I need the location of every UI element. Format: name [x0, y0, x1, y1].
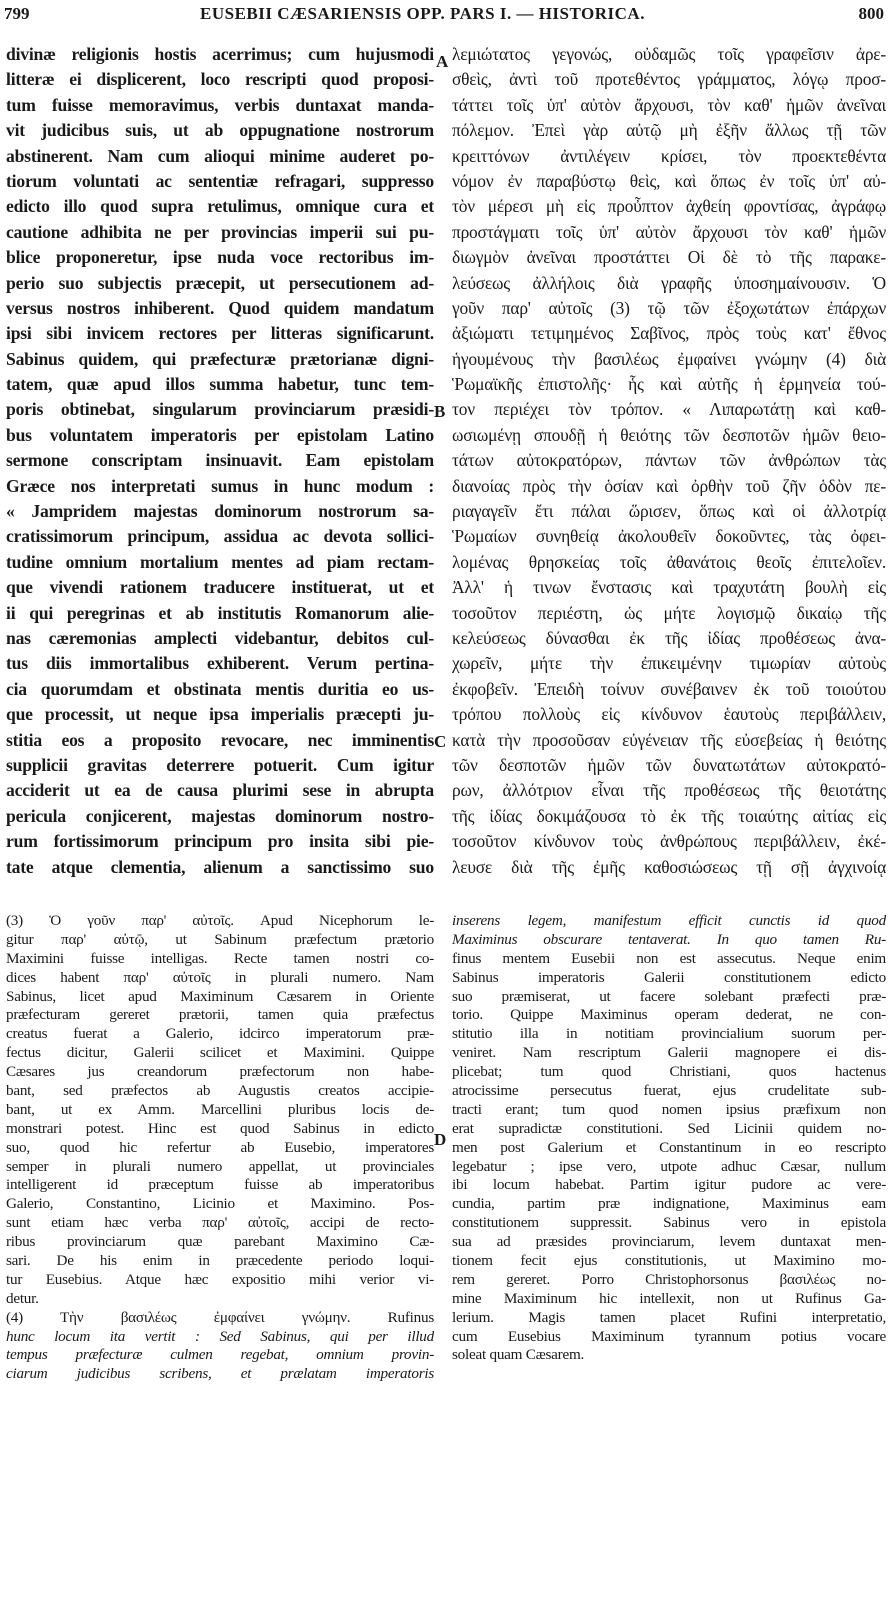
text-line: Sabinus quidem, qui præfecturæ prætorianæ digni-	[6, 348, 434, 369]
text-line: τὸν μέρεσι μὴ εἰς προὖπτον ἀχθείη φροντίσας, ἀγράφῳ	[452, 196, 886, 217]
text-line: ριαγαγεῖν ἔτι πάλαι ὥρισεν, ὅπως καὶ οἱ ἀλλοτρίᾳ	[452, 501, 886, 522]
text-line: creatus fuerat a Galerio, idcirco imperatorum præ-	[6, 1025, 434, 1043]
text-line: tempus præfecturæ culmen regebat, omnium provin-	[6, 1346, 434, 1364]
text-line: acciderit ut ea de causa plurimi sese in abrupta	[6, 780, 434, 801]
text-line: rum fortissimorum principum pro insita sibi pie-	[6, 831, 434, 852]
text-line: constitutionem suppressit. Sabinus vero in epistola	[452, 1214, 886, 1232]
text-line: tatem, quæ apud illos summa habetur, tunc tem-	[6, 374, 434, 395]
text-line: detur.	[6, 1289, 39, 1307]
text-line: legebatur ; ipse vero, utpote adhuc Cæsar, nullum	[452, 1157, 886, 1175]
text-line: erat supradictæ constitutioni. Sed Licinii quidem no-	[452, 1119, 886, 1137]
text-line: bus voluntatem imperatoris per epistolam Latino	[6, 424, 434, 445]
text-line: abstinerent. Nam cum alioqui minime auderet po-	[6, 145, 434, 166]
text-line: tudine omnium mortalium mentes ad piam rectam-	[6, 551, 434, 572]
text-line: que vivendi rationem traducere instituerat, ut et	[6, 577, 434, 598]
text-line: τῶν δεσποτῶν ἡμῶν τῶν δυνατωτάτων αὐτοκρατό-	[452, 754, 886, 775]
section-marker-b: B	[434, 402, 446, 421]
text-line: hunc locum ita vertit : Sed Sabinus, qui per illud	[6, 1327, 434, 1345]
footnotes-left-column	[6, 912, 434, 1472]
text-line: tus diis immortalibus exhiberent. Verum pertina-	[6, 653, 434, 674]
text-line: λομένας θρησκείας τοῖς ἀθανάτοις θεοῖς ἐπιτελοῖεν.	[452, 551, 886, 572]
text-line: cum Eusebius Maximinum tyrannum potius vocare	[452, 1327, 886, 1345]
text-line: rem gereret. Porro Christophorsonus βασιλέως no-	[452, 1270, 886, 1288]
text-line: suo, quod hic refertur ab Eusebio, imperatores	[6, 1138, 434, 1156]
text-line: sari. De his enim in præcedente periodo loqui-	[6, 1252, 434, 1270]
text-line: cia quorumdam et obstinata mentis duritia eo us-	[6, 678, 434, 699]
text-line: stitutio illa in notitiam provincialium suorum per-	[452, 1025, 886, 1043]
page-header	[0, 0, 896, 40]
footnotes-right-column	[452, 912, 886, 1472]
text-line: tum fuisse memoravimus, verbis duntaxat manda-	[6, 94, 434, 115]
section-marker-c: C	[434, 732, 447, 751]
text-line: soleat quam Cæsarem.	[452, 1346, 585, 1364]
latin-column	[6, 42, 434, 882]
text-line: Ἀλλ' ἡ τινων ἔνστασις καὶ τραχυτάτη βουλὴ εἰς	[452, 577, 886, 598]
text-line: divinæ religionis hostis acerrimus; cum hujusmodi	[6, 44, 434, 64]
text-line: διωγμὸν ἀνεῖναι προστάττει Οἱ δὲ τὸ τῆς παρακε-	[452, 247, 886, 268]
text-line: finus mentem Eusebii non est assecutus. Neque enim	[452, 949, 886, 967]
text-line: γοῦν παρ' αὐτοῖς (3) τῷ τῶν ἐξοχωτάτων ἐπάρχων	[452, 297, 886, 318]
text-line: Maximinus obscurare tentaverat. In quo tamen Ru-	[452, 930, 886, 948]
text-line: Ῥωμαίων συνηθείᾳ ἀκολουθεῖν δοκοῦντες, τὰς ὀφει-	[452, 526, 886, 547]
text-line: mine Maximinum hic intellexit, non ut Rufinus Ga-	[452, 1289, 886, 1307]
text-line: sua ad præsides provinciarum, levem duntaxat men-	[452, 1233, 886, 1251]
text-line: σθεὶς, ἀντὶ τοῦ προτεθέντος γράμματος, λόγῳ προσ-	[452, 69, 886, 90]
text-line: (4) Τὴν βασιλέως ἐμφαίνει γνώμην. Rufinus	[6, 1308, 434, 1326]
text-line: bant, sed præfectos ab Augustis creatos accipie-	[6, 1082, 434, 1100]
text-line: tiorum voluntati ac sententiæ refragari, suppresso	[6, 170, 434, 191]
text-line: blice proponeretur, ipse nuda voce rectoribus im-	[6, 247, 434, 268]
text-line: ipsi sibi invicem rectores per litteras significarunt.	[6, 323, 434, 344]
text-line: λευσε διὰ τῆς ἐμῆς καθοσιώσεως τῇ σῇ ἀγχινοίᾳ	[452, 856, 886, 877]
text-line: cautione adhibita ne per provincias imperii sui pu-	[6, 221, 434, 242]
text-line: λεμιώτατος γεγονώς, οὐδαμῶς τοῖς γραφεῖσιν ἀρε-	[452, 44, 886, 64]
text-line: προστάγματι τοῖς ὑπ' αὐτὸν ἄρχουσι τὸν καθ' ἡμῶν	[452, 221, 886, 242]
text-line: torio. Quippe Maximinus operam dederat, ne con-	[452, 1006, 886, 1024]
text-line: cratissimorum principum, assidua ac devota sollici-	[6, 526, 434, 547]
text-line: bant, ut ex Amm. Marcellini pluribus locis de-	[6, 1100, 434, 1118]
text-line: ciarum judicibus scribens, et prælatam imperatoris	[6, 1365, 434, 1383]
text-line: fectus dicitur, Galerii scilicet et Maximini. Quippe	[6, 1044, 434, 1062]
text-line: atrocissime persecutus fuerat, ejus crudelitate sub-	[452, 1082, 886, 1100]
text-line: litteræ ei displicerent, loco rescripti quod proposi-	[6, 69, 434, 90]
text-line: τον περιέχει τὸν τρόπον. « Λιπαρωτάτῃ καὶ καθ-	[452, 399, 886, 420]
text-line: Sabinus, licet apud Maximinum Cæsarem in Oriente	[6, 987, 434, 1005]
text-line: τοσοῦτον κίνδυνον τοὺς ἀνθρώπους περιβάλλειν, ἐκέ-	[452, 831, 886, 852]
text-line: semper in plurali numero appellat, ut provinciales	[6, 1157, 434, 1175]
text-line: ρων, ἀλλότριον εἶναι τῆς προθέσεως τῆς θειοτάτης	[452, 780, 886, 801]
page-number-right: 800	[858, 4, 884, 23]
text-line: tate atque clementia, alienum a sanctissimo suo	[6, 856, 434, 877]
text-line: sermone conscriptam insinuavit. Eam epistolam	[6, 450, 434, 471]
text-line: ωσιωμένῃ σπουδῇ ἡ θειότης τῶν δεσποτῶν ἡμῶν θειο-	[452, 424, 886, 445]
text-line: (3) Ὁ γοῦν παρ' αὐτοῖς. Apud Nicephorum le-	[6, 912, 434, 929]
text-line: Cæsares jus creandorum præfectorum non habe-	[6, 1063, 434, 1081]
text-line: suo præmiserat, ut facere solebant præfecti præ-	[452, 987, 886, 1005]
text-line: supplicii gravitas deterrere potuerit. Cum igitur	[6, 754, 434, 775]
text-line: intelligerent id præceptum fuisse ab imperatoribus	[6, 1176, 434, 1194]
text-line: ii qui peregrinas et ab institutis Romanorum alie-	[6, 602, 434, 623]
text-line: ἐκφοβεῖν. Ἐπειδὴ τοίνυν συνέβαινεν ἐκ τοῦ τοιούτου	[452, 678, 886, 699]
text-line: stitia eos a proposito revocare, nec imminentis	[6, 729, 434, 750]
section-marker-a: A	[436, 52, 449, 71]
text-line: Sabinus imperatoris Galerii constitutionem edicto	[452, 968, 886, 986]
page-number-left: 799	[4, 4, 30, 23]
text-line: τοσοῦτον περιέστη, ὡς μήτε λογισμῷ δικαίῳ τῆς	[452, 602, 886, 623]
text-line: vit judicibus suis, ut ab oppugnatione nostrorum	[6, 120, 434, 141]
text-line: gitur παρ' αὐτῷ, ut Sabinum præfectum prætorio	[6, 930, 434, 948]
text-line: men post Galerium et Constantinum in eo rescripto	[452, 1138, 886, 1156]
text-line: κελεύσεως δύνασθαι ἐκ τῆς ἰδίας προθέσεως ἀνα-	[452, 627, 886, 648]
text-line: τῆς ἰδίας δοκιμάζουσα τὸ ἐκ τῆς τοιαύτης αἰτίας εἰς	[452, 805, 886, 826]
text-line: κατὰ τὴν προσοῦσαν εὐγένειαν τῆς εὐσεβείας ἡ θειότης	[452, 729, 886, 750]
text-line: Maximini fuisse intelligas. Recte tamen nostri co-	[6, 949, 434, 967]
text-line	[452, 880, 886, 882]
greek-column	[452, 42, 886, 882]
text-line: ribus provinciarum quæ parebant Maximino Cæ-	[6, 1233, 434, 1251]
text-line: pericula conjicerent, majestas dominorum nostro-	[6, 805, 434, 826]
text-line: inserens legem, manifestum efficit cunctis id quod	[452, 912, 886, 929]
text-line: tur Eusebius. Atque hæc expositio mihi verior vi-	[6, 1270, 434, 1288]
text-line: πόλεμον. Ἐπεὶ γὰρ αὐτῷ μὴ ἐξῆν ἄλλως τῇ τῶν	[452, 120, 886, 141]
text-line: κρειττόνων ἀντιλέγειν κρίσει, τὸν προεκτεθέντα	[452, 145, 886, 166]
text-line: versus nostros inhiberent. Quod quidem mandatum	[6, 297, 434, 318]
text-line: τρόπου πολλοὺς εἰς κίνδυνον ἑαυτοὺς περιβάλλειν,	[452, 704, 886, 725]
running-title: EUSEBII CÆSARIENSIS OPP. PARS I. — HISTORICA.	[200, 4, 645, 23]
text-line: διανοίας πρὸς τὴν ὁσίαν καὶ ὀρθὴν τοῦ ζῆν ὁδὸν πε-	[452, 475, 886, 496]
text-line: τάττει τοῖς ὑπ' αὐτὸν ἄρχουσι, τὸν καθ' ἡμῶν ἀνεῖναι	[452, 94, 886, 115]
text-line: τάτων αὐτοκρατόρων, πάντων τῶν ἀνθρώπων τὰς	[452, 450, 886, 471]
text-line: ἀξιώματι τετιμημένος Σαβῖνος, πρὸς τοὺς κατ' ἔθνος	[452, 323, 886, 344]
text-line: ἡγουμένους τὴν βασιλέως ἐμφαίνει γνώμην (4) διὰ	[452, 348, 886, 369]
text-line: νόμον ἐν παραβύστῳ θεὶς, καὶ ὅπως ἐν τοῖς ὑπ' αὐ-	[452, 170, 886, 191]
text-line: que processit, ut neque ipsa imperialis præcepti ju-	[6, 704, 434, 725]
text-line: nas cæremonias amplecti videbantur, debitos cul-	[6, 627, 434, 648]
text-line: cundia, partim præ indignatione, Maximinus eam	[452, 1195, 886, 1213]
text-line: « Jampridem majestas dominorum nostrorum sa-	[6, 501, 434, 522]
text-line: tracti erant; tum quod nomen ipsius præfixum non	[452, 1100, 886, 1118]
text-line: Græce nos interpretati sumus in hunc modum :	[6, 475, 434, 496]
text-line: sunt etiam hæc verba παρ' αὐτοῖς, accipi de recto-	[6, 1214, 434, 1232]
text-line: præfecturam gereret prætorii, tamen quia præfectus	[6, 1006, 434, 1024]
text-line: veniret. Nam rescriptum Galerii magnopere ei dis-	[452, 1044, 886, 1062]
text-line: monstrari potest. Hinc est quod Sabinus in edicto	[6, 1119, 434, 1137]
text-line: edicto illo quod supra retulimus, omnique cura et	[6, 196, 434, 217]
text-line: plicebat; tum quod Christiani, quos hactenus	[452, 1063, 886, 1081]
text-line: λεύσεως ἀλλήλοις διὰ γραφῆς ὑποσημαίνουσιν. Ὁ	[452, 272, 886, 293]
text-line: χωρεῖν, μήτε τὴν ἐπικειμένην τιμωρίαν αὐτοὺς	[452, 653, 886, 674]
text-line: poris obtinebat, singularum provinciarum præsidi-	[6, 399, 434, 420]
text-line: ibi locum habebat. Partim igitur pudore ac vere-	[452, 1176, 886, 1194]
text-line: tionem fecit ejus constitutionis, ut Maximino mo-	[452, 1252, 886, 1270]
text-line	[6, 880, 434, 882]
text-line: perio suo subjectis præcepit, ut persecutionem ad-	[6, 272, 434, 293]
text-line: dices habent παρ' αὐτοῖς in plurali numero. Nam	[6, 968, 434, 986]
text-line: lerium. Magis tamen placet Rufini interpretatio,	[452, 1308, 886, 1326]
text-line: Ῥωμαϊκῆς ἐπιστολῆς· ἧς καὶ αὐτῆς ἡ ἑρμηνεία τού-	[452, 374, 886, 395]
text-line: Galerio, Constantino, Licinio et Maximino. Pos-	[6, 1195, 434, 1213]
section-marker-d: D	[434, 1130, 447, 1149]
